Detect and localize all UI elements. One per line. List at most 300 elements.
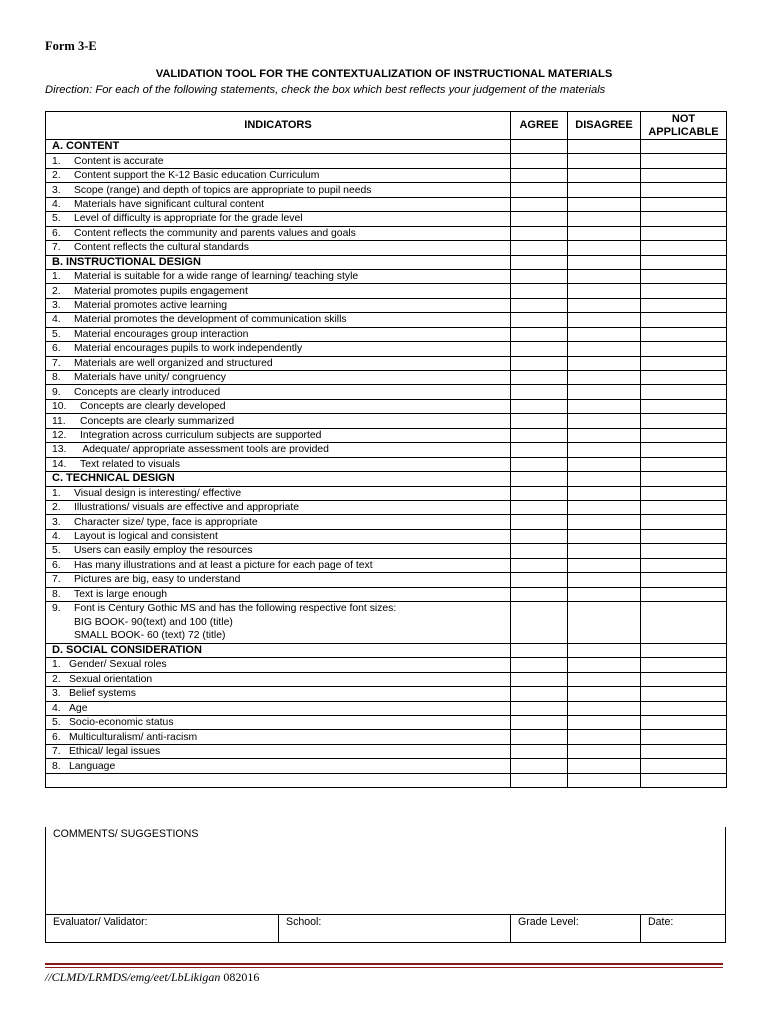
table-row <box>46 687 727 701</box>
disagree-cell[interactable] <box>568 327 641 341</box>
indicator-cell <box>46 327 511 341</box>
disagree-cell[interactable] <box>568 587 641 601</box>
table-row <box>46 602 727 644</box>
item-number: 8. <box>52 588 61 600</box>
date-label: Date: <box>648 916 674 928</box>
table-row <box>46 414 727 428</box>
section-row-technical <box>46 472 727 486</box>
indicator-cell <box>46 241 511 255</box>
agree-cell[interactable] <box>511 515 568 529</box>
agree-cell[interactable] <box>511 472 568 486</box>
not-applicable-cell[interactable] <box>641 573 727 587</box>
indicator-cell <box>46 197 511 211</box>
not-applicable-cell[interactable] <box>641 602 727 644</box>
table-row <box>46 759 727 773</box>
agree-cell[interactable] <box>511 529 568 543</box>
agree-header: AGREE <box>511 112 568 140</box>
item-number: 4. <box>52 314 61 326</box>
table-row <box>46 730 727 744</box>
validation-table <box>45 111 727 788</box>
blank-row <box>46 773 727 787</box>
footer-rule-thin <box>45 967 723 968</box>
disagree-cell[interactable] <box>568 284 641 298</box>
table-row <box>46 443 727 457</box>
indicator-cell <box>46 457 511 471</box>
table-row <box>46 500 727 514</box>
indicator-cell <box>46 744 511 758</box>
footer-rule-thick <box>45 963 723 965</box>
section-title-technical: C. TECHNICAL DESIGN <box>46 472 511 486</box>
disagree-cell[interactable] <box>568 154 641 168</box>
agree-cell[interactable] <box>511 183 568 197</box>
disagree-cell[interactable] <box>568 212 641 226</box>
disagree-cell[interactable] <box>568 730 641 744</box>
disagree-cell[interactable] <box>568 183 641 197</box>
item-number: 7. <box>52 746 61 758</box>
agree-cell[interactable] <box>511 587 568 601</box>
indicator-cell <box>46 672 511 686</box>
indicator-cell <box>46 558 511 572</box>
not-applicable-cell[interactable] <box>641 342 727 356</box>
item-text: Age <box>69 702 88 714</box>
item-text: Has many illustrations and at least a picture for each page of text <box>74 559 373 571</box>
agree-cell[interactable] <box>511 154 568 168</box>
disagree-cell[interactable] <box>568 759 641 773</box>
indicator-cell <box>46 486 511 500</box>
section-title-content: A. CONTENT <box>46 140 511 154</box>
agree-cell[interactable] <box>511 414 568 428</box>
item-text: Content reflects the cultural standards <box>74 242 250 254</box>
indicator-cell <box>46 212 511 226</box>
table-row <box>46 486 727 500</box>
indicator-cell <box>46 529 511 543</box>
disagree-cell[interactable] <box>568 715 641 729</box>
item-text: Material encourages group interaction <box>74 328 249 340</box>
table-row <box>46 226 727 240</box>
item-number: 3. <box>52 516 61 528</box>
item-text: Material promotes the development of communication skills <box>74 314 347 326</box>
indicator-cell <box>46 371 511 385</box>
item-text: Users can easily employ the resources <box>74 545 253 557</box>
item-text: Illustrations/ visuals are effective and appropriate <box>74 502 300 514</box>
item-number: 1. <box>52 487 61 499</box>
item-number: 1. <box>52 155 61 167</box>
disagree-cell[interactable] <box>568 226 641 240</box>
disagree-cell[interactable] <box>568 356 641 370</box>
not-applicable-cell[interactable] <box>641 298 727 312</box>
agree-cell[interactable] <box>511 730 568 744</box>
item-text: Materials are well organized and structured <box>74 357 273 369</box>
table-row <box>46 371 727 385</box>
agree-cell[interactable] <box>511 269 568 283</box>
item-number: 7. <box>52 242 61 254</box>
table-row <box>46 658 727 672</box>
indicator-cell <box>46 284 511 298</box>
item-number: 5. <box>52 545 61 557</box>
table-row <box>46 342 727 356</box>
disagree-cell[interactable] <box>568 500 641 514</box>
not-applicable-cell[interactable] <box>641 658 727 672</box>
agree-cell[interactable] <box>511 168 568 182</box>
item-text: Integration across curriculum subjects are supported <box>80 429 322 441</box>
not-applicable-cell[interactable] <box>641 715 727 729</box>
disagree-cell[interactable] <box>568 486 641 500</box>
disagree-cell[interactable] <box>568 602 641 644</box>
indicator-cell <box>46 269 511 283</box>
table-row <box>46 744 727 758</box>
not-applicable-cell[interactable] <box>641 241 727 255</box>
not-applicable-cell[interactable] <box>641 212 727 226</box>
item-text: Materials have significant cultural content <box>74 198 265 210</box>
not-applicable-cell[interactable] <box>641 558 727 572</box>
not-applicable-cell[interactable] <box>641 428 727 442</box>
agree-cell[interactable] <box>511 371 568 385</box>
not-applicable-cell[interactable] <box>641 759 727 773</box>
item-text: Gender/ Sexual roles <box>69 659 167 671</box>
item-number: 5. <box>52 717 61 729</box>
indicator-cell <box>46 428 511 442</box>
not-applicable-cell[interactable] <box>641 500 727 514</box>
indicator-cell <box>46 658 511 672</box>
item-text: Content reflects the community and parents values and goals <box>74 227 356 239</box>
agree-cell[interactable] <box>511 284 568 298</box>
item-text: Ethical/ legal issues <box>69 746 161 758</box>
disagree-cell[interactable] <box>568 414 641 428</box>
form-label: Form 3-E <box>45 39 97 53</box>
not-applicable-cell[interactable] <box>641 773 727 787</box>
item-text: Concepts are clearly summarized <box>80 415 235 427</box>
disagree-cell[interactable] <box>568 472 641 486</box>
indicator-cell <box>46 154 511 168</box>
item-text: Layout is logical and consistent <box>74 531 218 543</box>
not-applicable-cell[interactable] <box>641 226 727 240</box>
disagree-cell[interactable] <box>568 687 641 701</box>
section-title-instructional: B. INSTRUCTIONAL DESIGN <box>46 255 511 269</box>
item-number: 7. <box>52 574 61 586</box>
agree-cell[interactable] <box>511 428 568 442</box>
disagree-cell[interactable] <box>568 313 641 327</box>
evaluator-field[interactable] <box>46 915 279 942</box>
indicator-cell <box>46 342 511 356</box>
item-text: Socio-economic status <box>69 717 174 729</box>
footer-code <box>45 970 259 985</box>
not-applicable-cell[interactable] <box>641 472 727 486</box>
not-applicable-cell[interactable] <box>641 486 727 500</box>
indicators-header: INDICATORS <box>46 112 511 140</box>
not-applicable-cell[interactable] <box>641 183 727 197</box>
disagree-cell[interactable] <box>568 168 641 182</box>
indicator-cell <box>46 298 511 312</box>
disagree-header: DISAGREE <box>568 112 641 140</box>
agree-cell[interactable] <box>511 715 568 729</box>
item-number: 10. <box>52 401 67 413</box>
item-number: 2. <box>52 170 61 182</box>
agree-cell[interactable] <box>511 443 568 457</box>
disagree-cell[interactable] <box>568 773 641 787</box>
table-row <box>46 515 727 529</box>
table-row <box>46 313 727 327</box>
disagree-cell[interactable] <box>568 457 641 471</box>
item-number: 9. <box>52 386 61 398</box>
agree-cell[interactable] <box>511 658 568 672</box>
indicator-cell <box>46 414 511 428</box>
not-applicable-cell[interactable] <box>641 269 727 283</box>
evaluator-label: Evaluator/ Validator: <box>53 916 148 928</box>
not-applicable-cell[interactable] <box>641 443 727 457</box>
not-applicable-cell[interactable] <box>641 643 727 657</box>
disagree-cell[interactable] <box>568 342 641 356</box>
item-text: Visual design is interesting/ effective <box>74 487 242 499</box>
agree-cell[interactable] <box>511 744 568 758</box>
item-text: Material is suitable for a wide range of learning/ teaching style <box>74 271 359 283</box>
item-text: Material encourages pupils to work independently <box>74 343 303 355</box>
disagree-cell[interactable] <box>568 558 641 572</box>
item-number: 2. <box>52 673 61 685</box>
blank-indicator-cell[interactable] <box>46 773 511 787</box>
agree-cell[interactable] <box>511 500 568 514</box>
table-row <box>46 183 727 197</box>
table-row <box>46 154 727 168</box>
item-number: 9. <box>52 603 61 614</box>
not-applicable-cell[interactable] <box>641 385 727 399</box>
disagree-cell[interactable] <box>568 672 641 686</box>
table-row <box>46 715 727 729</box>
indicator-cell <box>46 226 511 240</box>
not-applicable-cell[interactable] <box>641 414 727 428</box>
not-applicable-cell[interactable] <box>641 701 727 715</box>
agree-cell[interactable] <box>511 544 568 558</box>
agree-cell[interactable] <box>511 457 568 471</box>
disagree-cell[interactable] <box>568 269 641 283</box>
not-applicable-cell[interactable] <box>641 744 727 758</box>
footer-code-number: 082016 <box>220 970 260 984</box>
agree-cell[interactable] <box>511 558 568 572</box>
agree-cell[interactable] <box>511 672 568 686</box>
not-applicable-header <box>641 112 727 140</box>
agree-cell[interactable] <box>511 327 568 341</box>
item-number: 5. <box>52 328 61 340</box>
item-text: Concepts are clearly developed <box>80 401 226 413</box>
item-number: 6. <box>52 227 61 239</box>
agree-cell[interactable] <box>511 687 568 701</box>
agree-cell[interactable] <box>511 197 568 211</box>
disagree-cell[interactable] <box>568 371 641 385</box>
disagree-cell[interactable] <box>568 385 641 399</box>
agree-cell[interactable] <box>511 399 568 413</box>
item-number: 3. <box>52 300 61 312</box>
school-field[interactable] <box>279 915 511 942</box>
comments-label: COMMENTS/ SUGGESTIONS <box>53 828 199 840</box>
table-row <box>46 168 727 182</box>
disagree-cell[interactable] <box>568 529 641 543</box>
item-number: 5. <box>52 213 61 225</box>
form-title: VALIDATION TOOL FOR THE CONTEXTUALIZATION OF INSTRUCTIONAL MATERIALS <box>155 68 613 80</box>
table-row <box>46 298 727 312</box>
item-number: 14. <box>52 458 67 470</box>
section-row-social <box>46 643 727 657</box>
disagree-cell[interactable] <box>568 443 641 457</box>
disagree-cell[interactable] <box>568 241 641 255</box>
agree-cell[interactable] <box>511 255 568 269</box>
agree-cell[interactable] <box>511 212 568 226</box>
agree-cell[interactable] <box>511 701 568 715</box>
table-row <box>46 457 727 471</box>
disagree-cell[interactable] <box>568 140 641 154</box>
indicator-cell <box>46 715 511 729</box>
table-body <box>46 140 727 788</box>
table-row <box>46 269 727 283</box>
not-applicable-cell[interactable] <box>641 730 727 744</box>
disagree-cell[interactable] <box>568 298 641 312</box>
table-row <box>46 356 727 370</box>
not-applicable-cell[interactable] <box>641 672 727 686</box>
item-number: 4. <box>52 531 61 543</box>
item-text: Multiculturalism/ anti-racism <box>69 731 198 743</box>
indicator-cell <box>46 587 511 601</box>
disagree-cell[interactable] <box>568 399 641 413</box>
disagree-cell[interactable] <box>568 544 641 558</box>
agree-cell[interactable] <box>511 226 568 240</box>
not-applicable-cell[interactable] <box>641 687 727 701</box>
section-title-social: D. SOCIAL CONSIDERATION <box>46 643 511 657</box>
indicator-cell <box>46 356 511 370</box>
agree-cell[interactable] <box>511 313 568 327</box>
item-text: Material promotes pupils engagement <box>74 285 248 297</box>
agree-cell[interactable] <box>511 342 568 356</box>
item-text: Material promotes active learning <box>74 300 228 312</box>
not-applicable-cell[interactable] <box>641 515 727 529</box>
agree-cell[interactable] <box>511 385 568 399</box>
indicator-cell <box>46 602 511 644</box>
item-number: 2. <box>52 502 61 514</box>
item-number: 6. <box>52 731 61 743</box>
indicator-cell <box>46 701 511 715</box>
disagree-cell[interactable] <box>568 643 641 657</box>
item-text: Concepts are clearly introduced <box>74 386 221 398</box>
indicator-cell <box>46 730 511 744</box>
item-text: Pictures are big, easy to understand <box>74 574 241 586</box>
table-row <box>46 241 727 255</box>
agree-cell[interactable] <box>511 573 568 587</box>
disagree-cell[interactable] <box>568 701 641 715</box>
section-row-content <box>46 140 727 154</box>
indicator-cell <box>46 515 511 529</box>
comments-box[interactable] <box>45 827 726 915</box>
agree-cell[interactable] <box>511 773 568 787</box>
grade-level-field[interactable] <box>511 915 641 942</box>
not-applicable-cell[interactable] <box>641 399 727 413</box>
disagree-cell[interactable] <box>568 428 641 442</box>
item-number: 4. <box>52 702 61 714</box>
table-row <box>46 399 727 413</box>
indicator-cell <box>46 759 511 773</box>
date-field[interactable] <box>641 915 725 942</box>
not-applicable-cell[interactable] <box>641 544 727 558</box>
not-applicable-cell[interactable] <box>641 371 727 385</box>
not-applicable-cell[interactable] <box>641 284 727 298</box>
item-number: 8. <box>52 760 61 772</box>
table-row <box>46 385 727 399</box>
item-text: Belief systems <box>69 688 136 700</box>
item-number: 6. <box>52 343 61 355</box>
not-applicable-cell[interactable] <box>641 154 727 168</box>
item-number: 6. <box>52 559 61 571</box>
not-applicable-line2: APPLICABLE <box>648 125 719 138</box>
not-applicable-cell[interactable] <box>641 168 727 182</box>
agree-cell[interactable] <box>511 759 568 773</box>
indicator-cell <box>46 687 511 701</box>
item-number: 2. <box>52 285 61 297</box>
not-applicable-cell[interactable] <box>641 587 727 601</box>
indicator-cell <box>46 500 511 514</box>
agree-cell[interactable] <box>511 486 568 500</box>
indicator-cell <box>46 443 511 457</box>
disagree-cell[interactable] <box>568 197 641 211</box>
disagree-cell[interactable] <box>568 515 641 529</box>
item-text-line2: BIG BOOK- 90(text) and 100 (title) <box>74 616 233 628</box>
not-applicable-cell[interactable] <box>641 140 727 154</box>
not-applicable-cell[interactable] <box>641 356 727 370</box>
item-number: 3. <box>52 688 61 700</box>
item-text: Text related to visuals <box>80 458 180 470</box>
table-row <box>46 529 727 543</box>
item-number: 3. <box>52 184 61 196</box>
table-row <box>46 428 727 442</box>
section-row-instructional <box>46 255 727 269</box>
indicator-cell <box>46 168 511 182</box>
agree-cell[interactable] <box>511 241 568 255</box>
indicator-cell <box>46 573 511 587</box>
table-row <box>46 284 727 298</box>
item-text-line3: SMALL BOOK- 60 (text) 72 (title) <box>74 630 226 642</box>
item-number: 11. <box>52 415 66 427</box>
table-row <box>46 544 727 558</box>
grade-level-label: Grade Level: <box>518 916 579 928</box>
item-text: Font is Century Gothic MS and has the following respective font sizes: <box>74 603 397 614</box>
item-text: Language <box>69 760 116 772</box>
agree-cell[interactable] <box>511 602 568 644</box>
disagree-cell[interactable] <box>568 573 641 587</box>
not-applicable-line1: NOT <box>671 112 696 125</box>
not-applicable-cell[interactable] <box>641 197 727 211</box>
not-applicable-cell[interactable] <box>641 313 727 327</box>
table-row <box>46 212 727 226</box>
header-row <box>46 112 727 140</box>
not-applicable-cell[interactable] <box>641 255 727 269</box>
agree-cell[interactable] <box>511 643 568 657</box>
direction-text: Direction: For each of the following statements, check the box which best reflects your judgement of the materials <box>45 84 606 96</box>
not-applicable-cell[interactable] <box>641 457 727 471</box>
table-row <box>46 558 727 572</box>
item-text: Content support the K-12 Basic education Curriculum <box>74 170 320 182</box>
indicator-cell <box>46 183 511 197</box>
table-row <box>46 701 727 715</box>
agree-cell[interactable] <box>511 356 568 370</box>
disagree-cell[interactable] <box>568 255 641 269</box>
item-text: Level of difficulty is appropriate for the grade level <box>74 213 303 225</box>
agree-cell[interactable] <box>511 140 568 154</box>
disagree-cell[interactable] <box>568 744 641 758</box>
not-applicable-cell[interactable] <box>641 529 727 543</box>
indicator-cell <box>46 313 511 327</box>
not-applicable-cell[interactable] <box>641 327 727 341</box>
item-number: 1. <box>52 659 61 671</box>
item-text: Text is large enough <box>74 588 167 600</box>
item-text: Materials have unity/ congruency <box>74 372 226 384</box>
agree-cell[interactable] <box>511 298 568 312</box>
school-label: School: <box>286 916 322 928</box>
disagree-cell[interactable] <box>568 658 641 672</box>
